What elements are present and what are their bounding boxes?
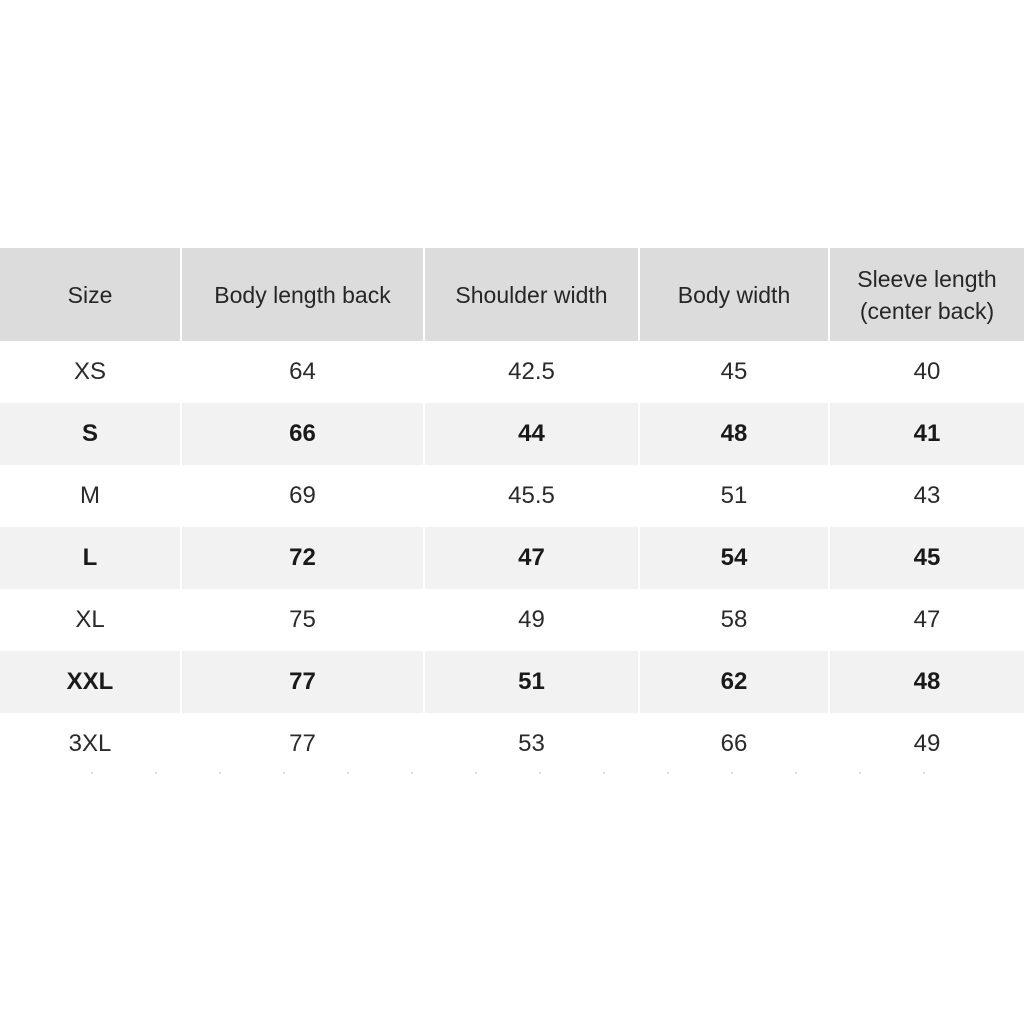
cell-size: XS [0,341,180,403]
header-body-length-back [180,248,423,341]
cell-shoulder-width: 42.5 [423,341,638,403]
header-size-label: Size [67,281,113,308]
cell-body-length-back: 66 [180,403,423,465]
cell-size: 3XL [0,713,180,775]
cell-shoulder-width: 49 [423,589,638,651]
table-row [0,589,1024,651]
cell-sleeve-length: 48 [828,651,1024,713]
cell-body-width: 62 [638,651,828,713]
cell-size: M [0,465,180,527]
cell-shoulder-width: 44 [423,403,638,465]
header-sleeve-length-sublabel: (center back) [859,297,995,324]
header-body-length-back-label: Body length back [214,281,391,308]
cell-body-width: 48 [638,403,828,465]
cell-shoulder-width: 45.5 [423,465,638,527]
cell-shoulder-width: 51 [423,651,638,713]
cell-body-width: 51 [638,465,828,527]
header-size [0,248,180,341]
cell-body-length-back: 72 [180,527,423,589]
table-row [0,651,1024,713]
header-row [0,248,1024,341]
cell-body-length-back: 75 [180,589,423,651]
cell-size: S [0,403,180,465]
cell-body-width: 58 [638,589,828,651]
cell-size: L [0,527,180,589]
table-row [0,341,1024,403]
dotted-divider [60,772,970,774]
table-row [0,403,1024,465]
header-shoulder-width-label: Shoulder width [455,281,608,308]
header-body-width-label: Body width [677,281,791,308]
size-chart-table [0,248,1024,775]
header-shoulder-width [423,248,638,341]
header-body-width [638,248,828,341]
header-sleeve-length [828,248,1024,341]
table-row [0,527,1024,589]
cell-sleeve-length: 40 [828,341,1024,403]
cell-body-length-back: 77 [180,713,423,775]
cell-sleeve-length: 47 [828,589,1024,651]
cell-body-length-back: 69 [180,465,423,527]
cell-sleeve-length: 45 [828,527,1024,589]
cell-shoulder-width: 47 [423,527,638,589]
header-sleeve-length-label: Sleeve length [857,265,997,292]
table-row [0,465,1024,527]
cell-shoulder-width: 53 [423,713,638,775]
cell-sleeve-length: 43 [828,465,1024,527]
cell-sleeve-length: 49 [828,713,1024,775]
cell-body-width: 54 [638,527,828,589]
cell-sleeve-length: 41 [828,403,1024,465]
table-row [0,713,1024,775]
cell-body-length-back: 77 [180,651,423,713]
cell-body-width: 66 [638,713,828,775]
cell-body-width: 45 [638,341,828,403]
cell-size: XXL [0,651,180,713]
cell-size: XL [0,589,180,651]
cell-body-length-back: 64 [180,341,423,403]
